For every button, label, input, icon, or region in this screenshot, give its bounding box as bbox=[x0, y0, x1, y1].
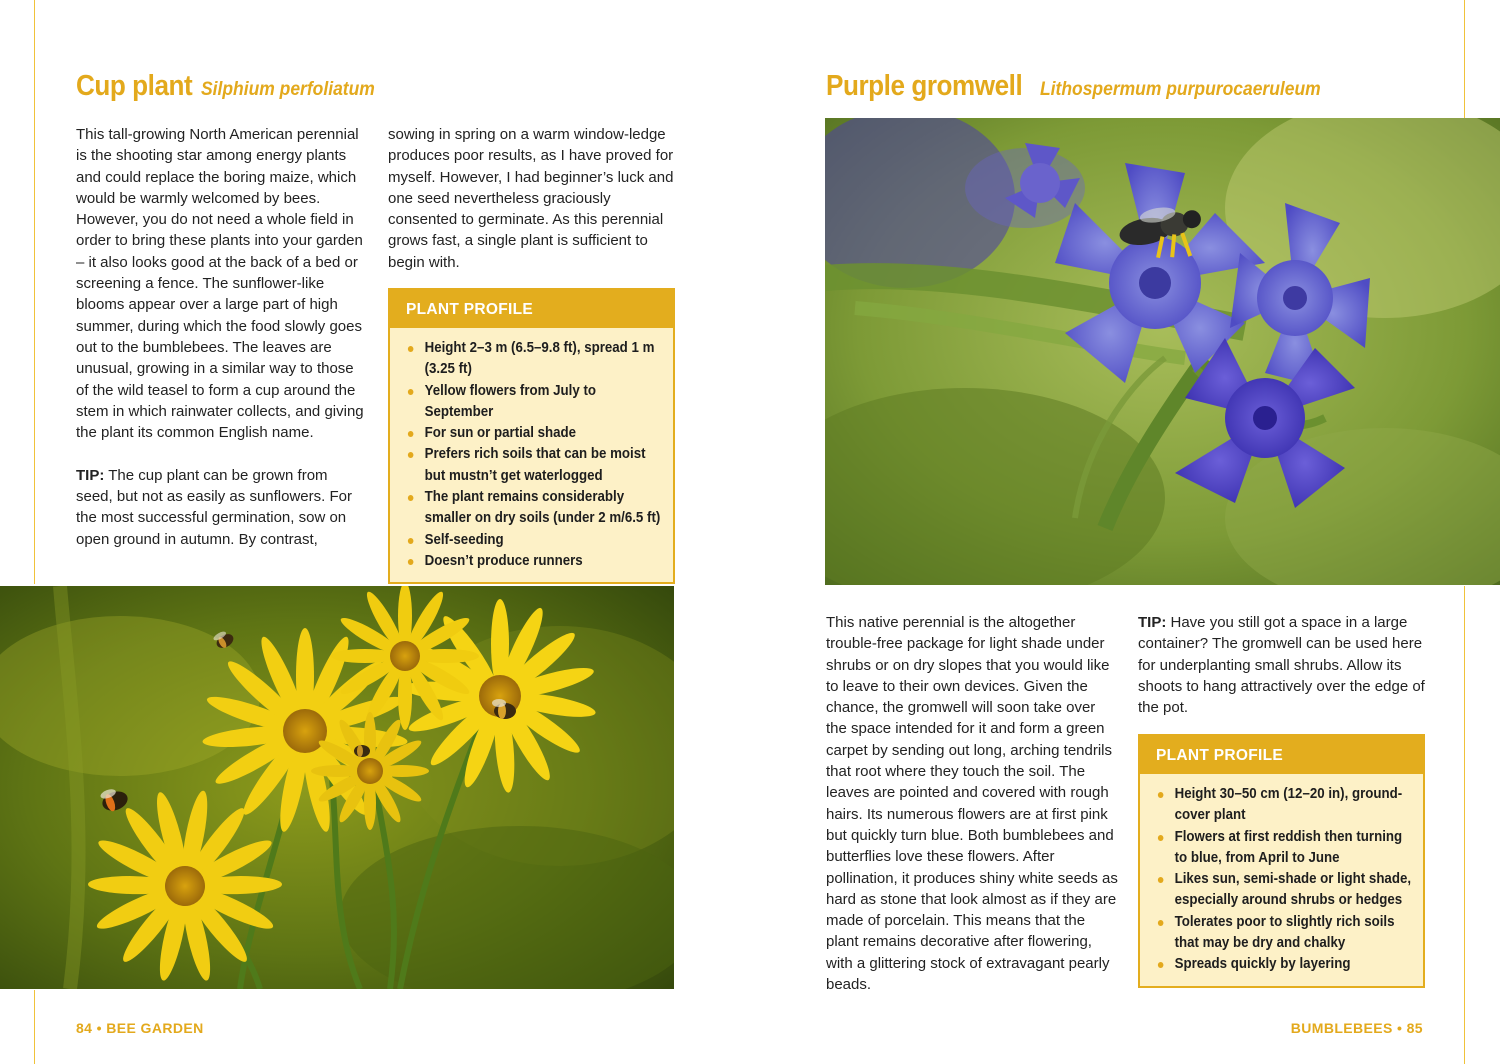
purple-gromwell-profile-box bbox=[1138, 734, 1425, 988]
cup-plant-text-column-2 bbox=[388, 124, 684, 273]
cup-plant-profile-box bbox=[388, 288, 675, 584]
common-name: Purple gromwell bbox=[826, 70, 1023, 102]
right-page-footer: BUMBLEBEES • 85 bbox=[1290, 1020, 1423, 1036]
tip-label: TIP: bbox=[1138, 614, 1167, 631]
profile-item: For sun or partial shade bbox=[406, 423, 662, 444]
profile-item: Spreads quickly by layering bbox=[1156, 954, 1412, 975]
profile-item: Height 2–3 m (6.5–9.8 ft), spread 1 m (3.25 ft) bbox=[406, 338, 662, 381]
right-page bbox=[750, 0, 1500, 1064]
cup-plant-text-column-1 bbox=[76, 124, 368, 550]
left-page-footer: 84 • BEE GARDEN bbox=[76, 1020, 204, 1036]
profile-list bbox=[390, 328, 673, 582]
cup-plant-tip bbox=[76, 465, 368, 550]
latin-name: Lithospermum purpurocaeruleum bbox=[1040, 79, 1321, 100]
purple-gromwell-text-column-2 bbox=[1138, 612, 1432, 718]
cup-plant-photo bbox=[0, 586, 674, 989]
profile-heading: PLANT PROFILE bbox=[1140, 736, 1423, 774]
purple-gromwell-tip bbox=[1138, 612, 1432, 718]
profile-item: Yellow flowers from July to September bbox=[406, 381, 662, 424]
latin-name: Silphium perfoliatum bbox=[201, 79, 376, 100]
tip-text: Have you still got a space in a large container? The gromwell can be used here for underplanting small shrubs. Allow its shoots to hang attractively over the edge of the pot. bbox=[1138, 614, 1425, 717]
purple-gromwell-photo bbox=[825, 118, 1500, 585]
purple-gromwell-text-column-1 bbox=[826, 612, 1118, 995]
cup-plant-sowing-text: sowing in spring on a warm window-ledge produces poor results, as I have proved for myself. However, I had beginner’s luck and one seed nevertheless graciously consented to germinate. As this perennial grows fast, a single plant is sufficient to begin with. bbox=[388, 126, 674, 271]
cup-plant-description: This tall-growing North American perennial is the shooting star among energy plants and could replace the boring maize, which would be warmly welcomed by bees. However, you do not need a whole field in order to bring these plants into your garden – it also looks good at the back of a bed or screening a fence. The sunflower-like blooms appear over a large part of high summer, during which the food slowly goes out to the bumblebees. The leaves are unusual, growing in a similar way to those of the wild teasel to form a cup around the stem in which rainwater collects, and giving the plant its common English name. bbox=[76, 126, 364, 442]
profile-item: Likes sun, semi-shade or light shade, especially around shrubs or hedges bbox=[1156, 869, 1412, 912]
profile-item: Flowers at first reddish then turning to blue, from April to June bbox=[1156, 827, 1412, 870]
profile-item: Height 30–50 cm (12–20 in), ground-cover plant bbox=[1156, 784, 1412, 827]
profile-item: Self-seeding bbox=[406, 530, 662, 551]
common-name: Cup plant bbox=[76, 70, 193, 102]
profile-heading: PLANT PROFILE bbox=[390, 290, 673, 328]
cup-plant-title bbox=[76, 70, 390, 103]
tip-label: TIP: bbox=[76, 466, 105, 484]
profile-item: Tolerates poor to slightly rich soils that may be dry and chalky bbox=[1156, 912, 1412, 955]
purple-gromwell-description: This native perennial is the altogether trouble-free package for light shade under shrubs or on dry slopes that you would like to leave to their own devices. Given the chance, the gromwell will soon take over the space intended for it and form a green carpet by sending out long, arching tendrils that root where they touch the soil. The leaves are pointed and covered with rough hairs. Its numerous flowers are at first pink but quickly turn blue. Both bumblebees and butterflies love these flowers. After pollination, it produces shiny white seeds as hard as stone that look almost as if they are made of porcelain. This means that the plant remains decorative after flowering, with a glittering stock of extravagant pearly beads. bbox=[826, 614, 1118, 994]
profile-item: Prefers rich soils that can be moist but mustn’t get waterlogged bbox=[406, 444, 662, 487]
profile-list bbox=[1140, 774, 1423, 986]
profile-item: The plant remains considerably smaller on dry soils (under 2 m/6.5 ft) bbox=[406, 487, 662, 530]
purple-gromwell-title bbox=[826, 70, 1345, 103]
profile-item: Doesn’t produce runners bbox=[406, 551, 662, 572]
tip-text: The cup plant can be grown from seed, but not as easily as sunflowers. For the most successful germination, sow on open ground in autumn. By contrast, bbox=[76, 466, 352, 548]
